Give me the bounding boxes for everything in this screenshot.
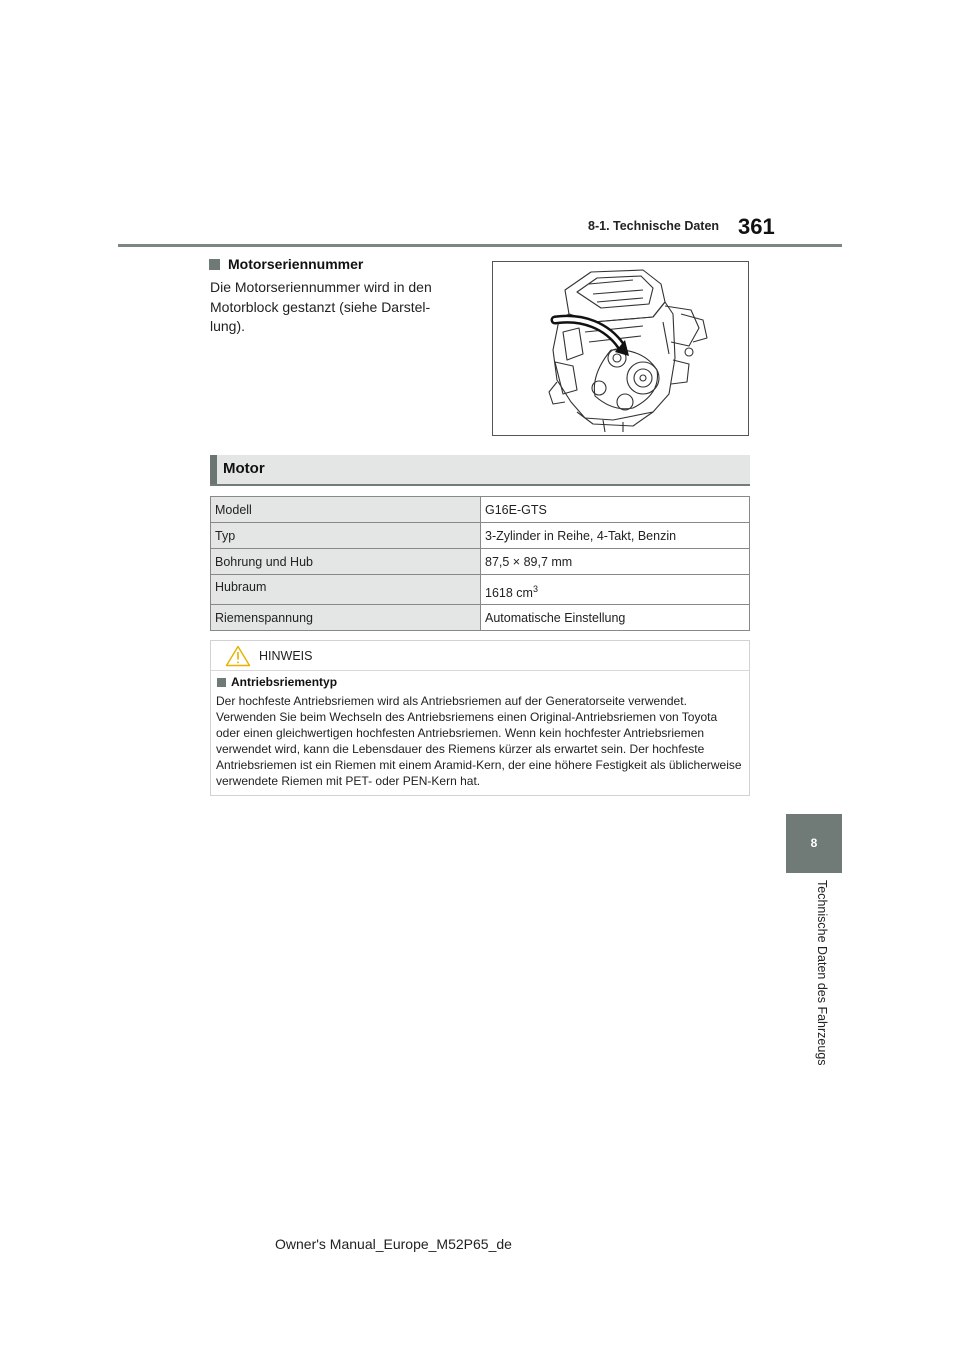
spec-label: Hubraum [211, 575, 481, 605]
motor-spec-table [210, 496, 750, 631]
spec-label: Bohrung und Hub [211, 549, 481, 575]
motor-heading-text: Motor [223, 460, 265, 477]
spec-value: 87,5 × 89,7 mm [481, 549, 750, 575]
chapter-label: Technische Daten des Fahrzeugs [815, 880, 829, 1066]
note-box [210, 640, 750, 796]
spec-value: 1618 cm [485, 586, 533, 601]
heading-accent-bar [210, 455, 217, 484]
note-subheading [217, 675, 337, 689]
table-row [211, 605, 750, 631]
spec-value: Automatische Einstellung [481, 605, 750, 631]
spec-label: Typ [211, 523, 481, 549]
table-row [211, 549, 750, 575]
spec-label: Modell [211, 497, 481, 523]
engine-serial-heading-text: Motorseriennummer [228, 256, 364, 272]
table-row [211, 523, 750, 549]
spec-value: 3-Zylinder in Reihe, 4-Takt, Benzin [481, 523, 750, 549]
note-header [211, 641, 749, 671]
chapter-number: 8 [810, 836, 818, 850]
spec-value: G16E-GTS [481, 497, 750, 523]
engine-drawing [493, 262, 748, 435]
square-bullet-icon [209, 259, 220, 270]
engine-serial-text: Die Motorseriennummer wird in den Motorblock gestanzt (siehe Darstel-lung). [210, 279, 432, 334]
note-text: Der hochfeste Antriebsriemen wird als Antriebsriemen auf der Generatorseite verwendet. Verwenden Sie beim Wechseln des Antriebsriemens einen Original-Antriebsriemen von Toyota oder einen gleichwertigen hochfesten Antriebsriemen. Wenn kein hochfester Antriebsriemen verwendet wird, kann die Lebensdauer des Riemens kürzer als erwartet sein. Der hochfeste Antriebsriemen ist ein Riemen mit einem Aramid-Kern, der eine höhere Festigkeit als üblicherweise verwendete Riemen mit PET- oder PEN-Kern hat. [216, 694, 742, 788]
header-divider [118, 244, 842, 247]
warning-triangle-icon [225, 645, 251, 667]
square-bullet-icon [217, 678, 226, 687]
spec-value-cell [481, 575, 750, 605]
note-title: HINWEIS [259, 649, 313, 663]
section-title: 8-1. Technische Daten [588, 219, 720, 233]
chapter-tab [786, 814, 842, 873]
footer-text: Owner's Manual_Europe_M52P65_de [275, 1236, 512, 1252]
page-number: 361 [738, 214, 775, 239]
spec-label: Riemenspannung [211, 605, 481, 631]
motor-section-heading [210, 455, 750, 486]
note-subheading-text: Antriebsriementyp [231, 675, 338, 689]
table-row [211, 575, 750, 605]
engine-illustration [492, 261, 749, 436]
engine-serial-heading [209, 256, 363, 272]
spec-value-superscript: 3 [532, 584, 538, 595]
table-row [211, 497, 750, 523]
